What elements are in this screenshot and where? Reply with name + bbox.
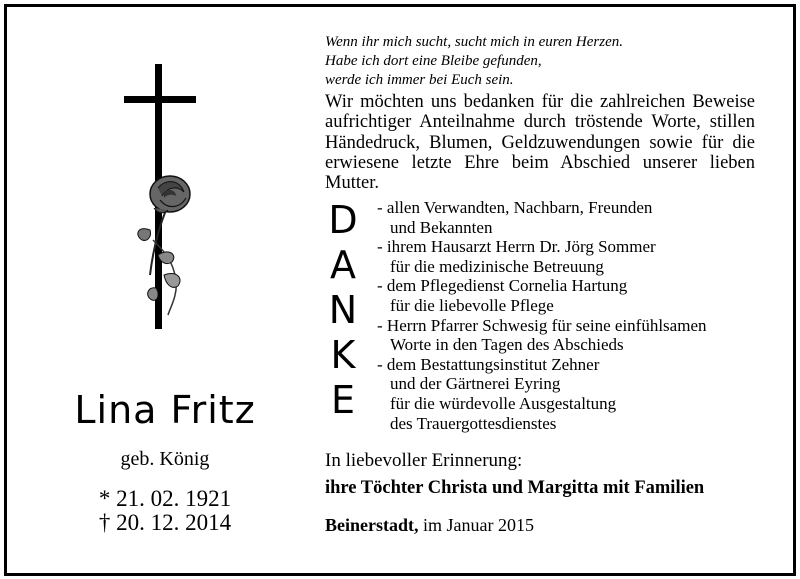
- list-item: für die würdevolle Ausgestaltung: [390, 393, 617, 413]
- place-name: Beinerstadt,: [325, 515, 419, 535]
- family-line: ihre Töchter Christa und Margitta mit Familien: [325, 478, 705, 498]
- list-item: - Herrn Pfarrer Schwesig für seine einfühlsamen: [377, 315, 707, 335]
- list-item: und Bekannten: [390, 217, 493, 237]
- list-item: - dem Pflegedienst Cornelia Hartung: [377, 276, 628, 296]
- list-item: des Trauergottesdienstes: [390, 413, 557, 433]
- danke-letter: A: [330, 243, 356, 287]
- poem-line: werde ich immer bei Euch sein.: [325, 72, 514, 88]
- list-item: - dem Bestattungsinstitut Zehner: [377, 354, 600, 374]
- list-item: für die medizinische Betreuung: [390, 256, 604, 276]
- maiden-name: geb. König: [120, 448, 210, 470]
- memory-line: In liebevoller Erinnerung:: [325, 450, 523, 471]
- date-line: im Januar 2015: [418, 515, 534, 535]
- rose-icon: [128, 170, 208, 320]
- deceased-name: Lina Fritz: [74, 388, 256, 432]
- thanks-list: [377, 198, 707, 433]
- place-date: [325, 515, 534, 536]
- poem-line: Wenn ihr mich sucht, sucht mich in euren Herzen.: [325, 34, 624, 50]
- thanks-paragraph: Wir möchten uns bedanken für die zahlreichen Beweise aufrichtiger Anteilnahme durch tröstende Worte, stillen Händedruck, Blumen, Geldzuwendungen sowie für die erwiesene letzte Ehre beim Abschied unserer lieben Mutter.: [325, 92, 755, 194]
- list-item: für die liebevolle Pflege: [390, 295, 554, 315]
- danke-letter: K: [330, 333, 356, 377]
- death-date: † 20. 12. 2014: [98, 510, 232, 535]
- life-dates: [60, 487, 270, 535]
- danke-letter: D: [328, 198, 358, 242]
- danke-letter: E: [330, 378, 355, 422]
- list-item: Worte in den Tagen des Abschieds: [390, 335, 624, 355]
- list-item: - allen Verwandten, Nachbarn, Freunden: [377, 198, 653, 217]
- poem-line: Habe ich dort eine Bleibe gefunden,: [325, 53, 542, 69]
- poem: [325, 33, 623, 90]
- list-item: und der Gärtnerei Eyring: [390, 374, 561, 394]
- danke-letter: N: [328, 288, 358, 332]
- cross-bar: [124, 96, 196, 103]
- list-item: - ihrem Hausarzt Herrn Dr. Jörg Sommer: [377, 237, 656, 257]
- birth-date: * 21. 02. 1921: [98, 486, 232, 511]
